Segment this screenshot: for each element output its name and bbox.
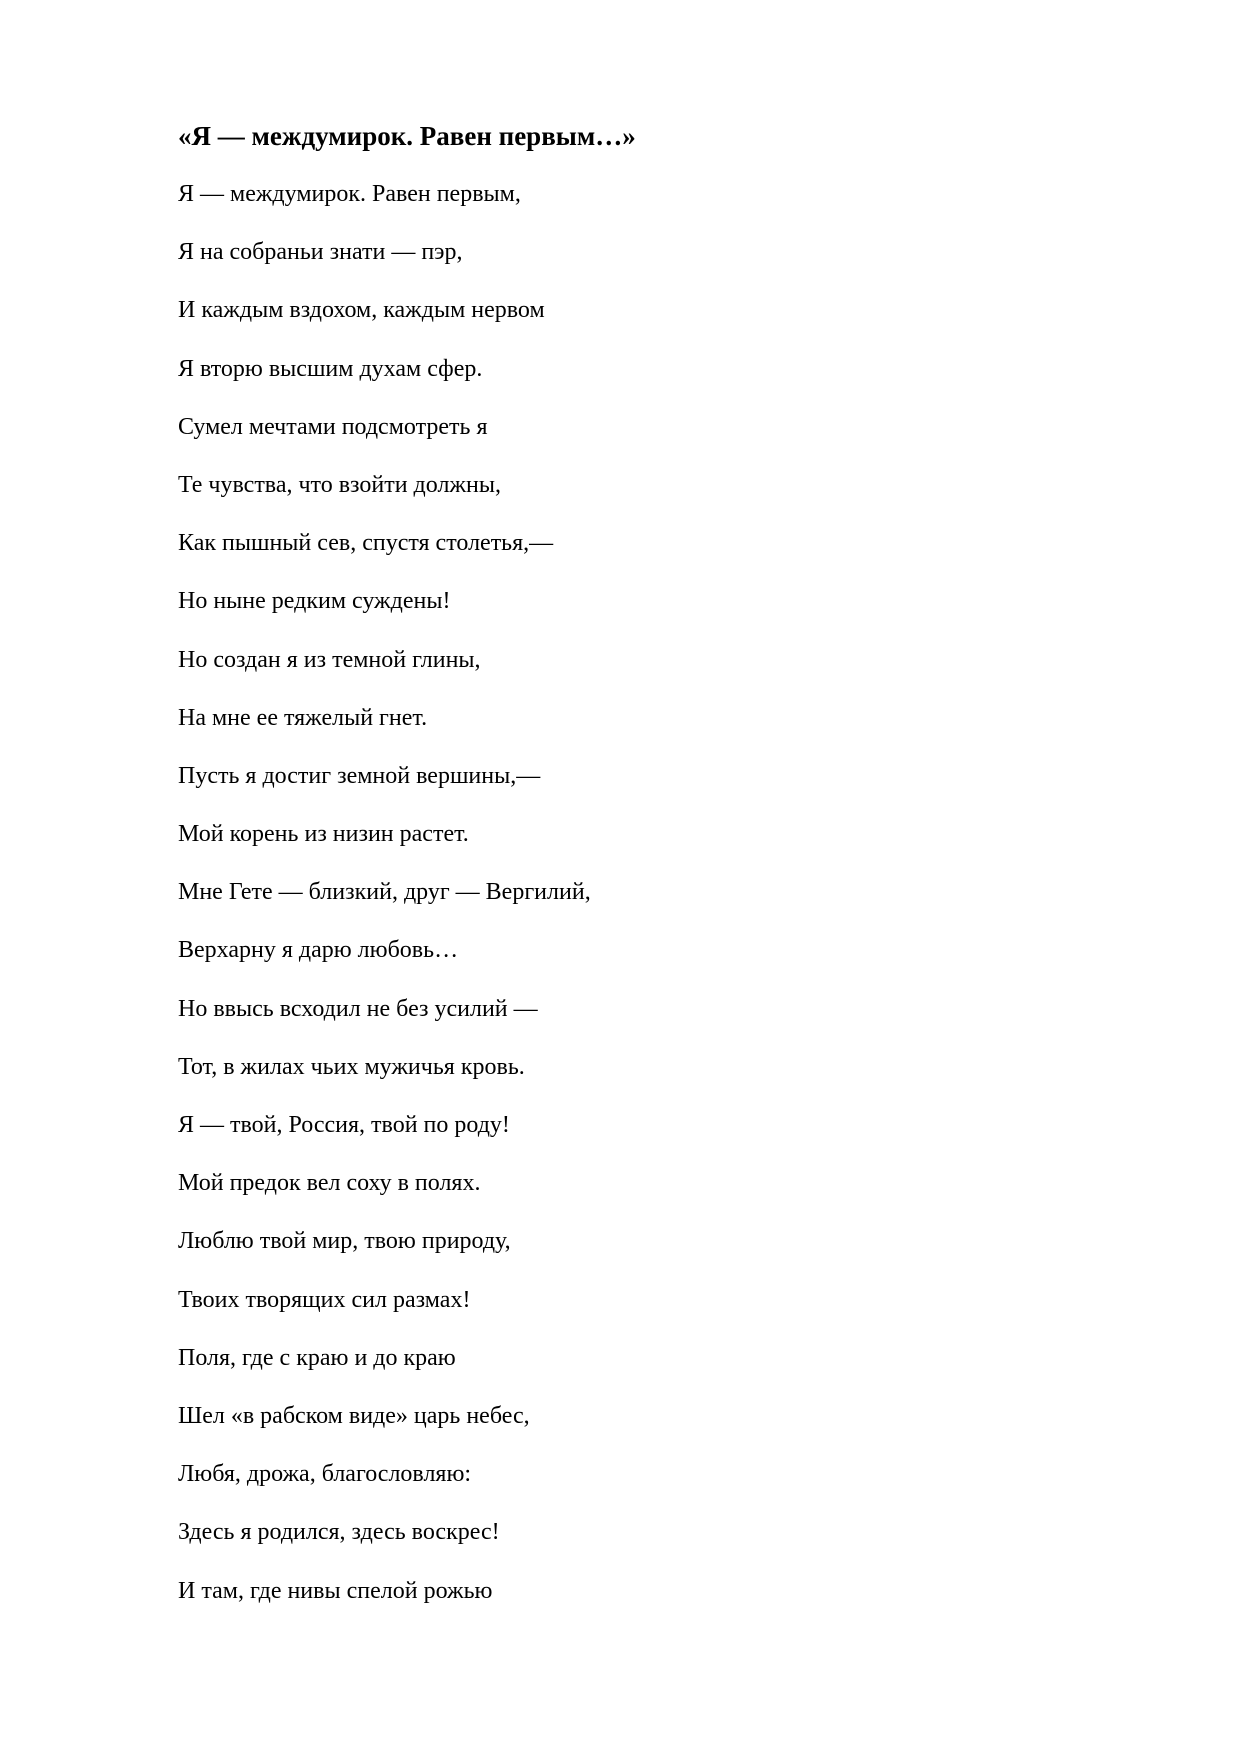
poem-line: Мой предок вел соху в полях.: [178, 1170, 481, 1197]
poem-line: Но ныне редким суждены!: [178, 588, 451, 615]
poem-line: Твоих творящих сил размах!: [178, 1286, 471, 1313]
poem-line: Люблю твой мир, твою природу,: [178, 1228, 511, 1255]
poem-line: Поля, где с краю и до краю: [178, 1344, 456, 1371]
poem-line: Мне Гете — близкий, друг — Вергилий,: [178, 879, 591, 906]
poem-line: Мой корень из низин растет.: [178, 821, 469, 848]
poem-line: Я вторю высшим духам сфер.: [178, 355, 483, 382]
poem-line: Сумел мечтами подсмотреть я: [178, 413, 488, 440]
poem-line: Я на собраньи знати — пэр,: [178, 239, 463, 266]
poem-title: «Я — междумирок. Равен первым…»: [178, 121, 636, 151]
poem-line: И там, где нивы спелой рожью: [178, 1577, 493, 1604]
poem-line: Как пышный сев, спустя столетья,—: [178, 530, 554, 557]
poem-line: И каждым вздохом, каждым нервом: [178, 297, 545, 324]
poem-line: Те чувства, что взойти должны,: [178, 471, 501, 498]
poem-line: Верхарну я дарю любовь…: [178, 937, 459, 964]
poem-line: Тот, в жилах чьих мужичья кровь.: [178, 1053, 525, 1080]
poem-line: Но создан я из темной глины,: [178, 646, 481, 673]
poem-line: Здесь я родился, здесь воскрес!: [178, 1519, 500, 1546]
poem-line: Пусть я достиг земной вершины,—: [178, 762, 541, 789]
poem-line: Любя, дрожа, благословляю:: [178, 1461, 472, 1488]
poem-line: На мне ее тяжелый гнет.: [178, 704, 428, 731]
poem-line: Но ввысь всходил не без усилий —: [178, 995, 538, 1022]
poem-line: Я — твой, Россия, твой по роду!: [178, 1112, 510, 1138]
poem-line: Шел «в рабском виде» царь небес,: [178, 1402, 530, 1429]
poem-body: [178, 176, 591, 1631]
poem-line: Я — междумирок. Равен первым,: [178, 181, 521, 207]
